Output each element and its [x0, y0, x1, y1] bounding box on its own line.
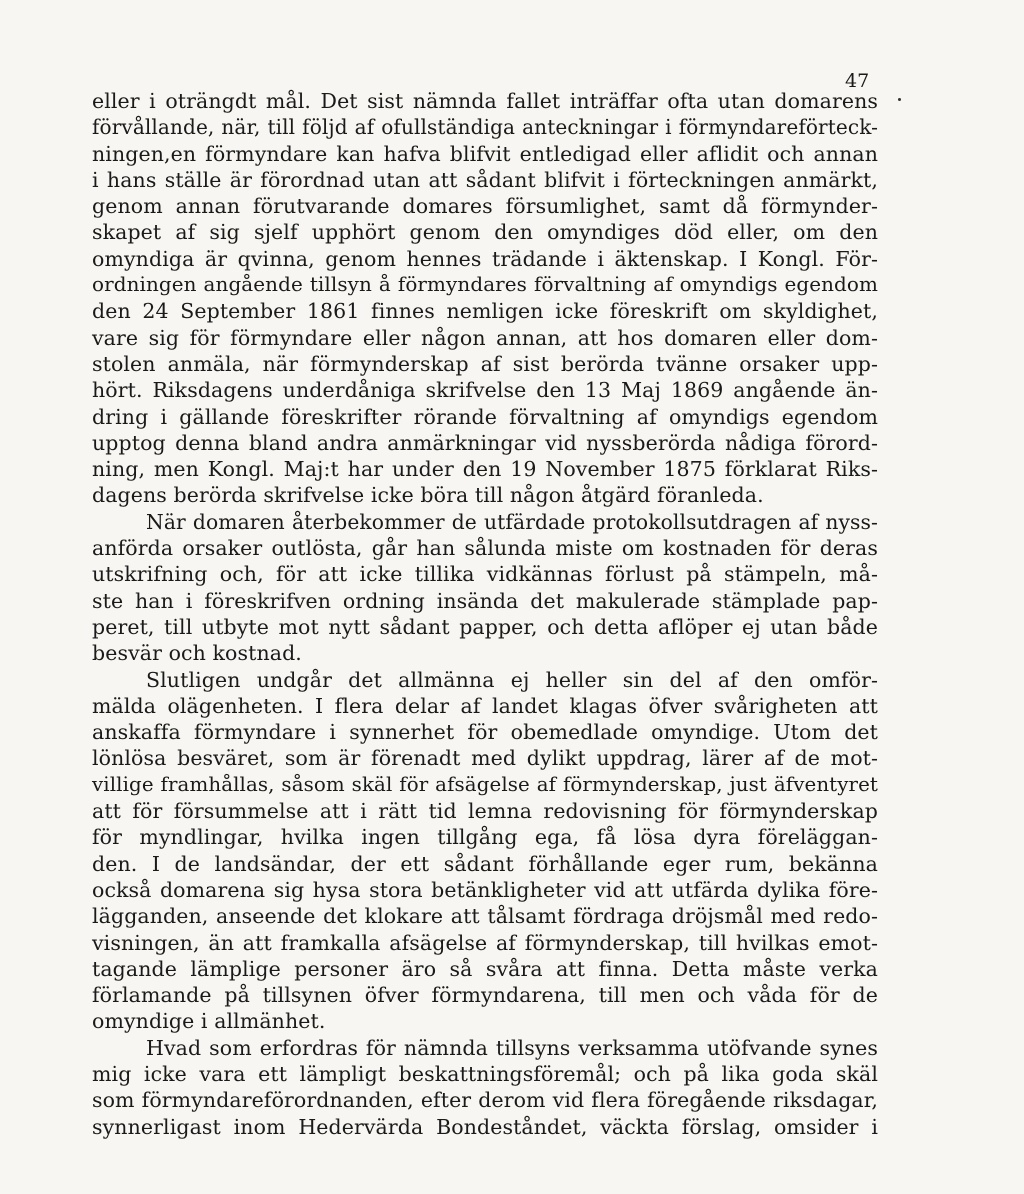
text-line: eller i oträngdt mål. Det sist nämnda fallet inträffar ofta utan domarens — [92, 89, 878, 113]
text-line: lägganden, anseende det klokare att tålsamt fördraga dröjsmål med redo- — [92, 904, 878, 929]
text-line: tagande lämplige personer äro så svåra att finna. Detta måste verka — [92, 956, 878, 981]
text-line: förvållande, när, till följd af ofullständiga anteckningar i förmyndareförteck- — [92, 115, 878, 140]
body-text — [92, 88, 878, 1140]
text-line: upptog denna bland andra anmärkningar vid nyssberörda nådiga förord- — [92, 430, 878, 455]
text-line: ordningen angående tillsyn å förmyndares förvaltning af omyndigs egendom — [92, 273, 878, 297]
text-line: för myndlingar, hvilka ingen tillgång ega, få lösa dyra föreläggan- — [92, 825, 878, 850]
text-line: villige framhållas, såsom skäl för afsägelse af förmynderskap, just äfventyret — [92, 772, 878, 796]
text-line: ning, men Kongl. Maj:t har under den 19 November 1875 förklarat Riks- — [92, 457, 878, 482]
text-line: mälda olägenheten. I flera delar af landet klagas öfver svårigheten att — [92, 693, 878, 718]
text-line: När domaren återbekommer de utfärdade protokollsutdragen af nyss- — [146, 509, 878, 534]
scan-speck — [898, 98, 901, 101]
text-line: omyndige i allmänhet. — [92, 1009, 326, 1034]
text-line: förlamande på tillsynen öfver förmyndarena, till men och våda för de — [92, 983, 878, 1008]
text-line: Hvad som erfordras för nämnda tillsyns verksamma utöfvande synes — [146, 1035, 878, 1060]
text-line: utskrifning och, för att icke tillika vidkännas förlust på stämpeln, må- — [92, 562, 878, 587]
text-line: den 24 September 1861 finnes nemligen icke föreskrift om skyldighet, — [92, 299, 878, 324]
text-line: mig icke vara ett lämpligt beskattningsföremål; och på lika goda skäl — [92, 1061, 878, 1086]
text-line: visningen, än att framkalla afsägelse af förmynderskap, till hvilkas emot- — [92, 930, 878, 955]
text-line: omyndiga är qvinna, genom hennes trädande i äktenskap. I Kongl. För- — [92, 246, 878, 271]
text-line: besvär och kostnad. — [92, 641, 302, 666]
text-line: i hans ställe är förordnad utan att sådant blifvit i förteckningen anmärkt, — [92, 167, 878, 192]
text-line: ste han i föreskrifven ordning insända det makulerade stämplade pap- — [92, 588, 878, 613]
text-line: ningen,en förmyndare kan hafva blifvit entledigad eller aflidit och annan — [92, 141, 878, 166]
text-line: att för försummelse att i rätt tid lemna redovisning för förmynderskap — [92, 799, 878, 824]
text-line: som förmyndareförordnanden, efter derom vid flera föregående riksdagar, — [92, 1088, 878, 1113]
text-line: vare sig för förmyndare eller någon annan, att hos domaren eller dom- — [92, 325, 878, 350]
text-line: genom annan förutvarande domares försumlighet, samt då förmynder- — [92, 194, 878, 219]
text-line: anskaffa förmyndare i synnerhet för obemedlade omyndige. Utom det — [92, 720, 878, 745]
text-line: synnerligast inom Hedervärda Bondeståndet, väckta förslag, omsider i — [92, 1114, 878, 1139]
text-line: stolen anmäla, när förmynderskap af sist berörda tvänne orsaker upp- — [92, 351, 878, 376]
text-line: den. I de landsändar, der ett sådant förhållande eger rum, bekänna — [92, 851, 878, 876]
text-line: lönlösa besväret, som är förenadt med dylikt uppdrag, lärer af de mot- — [92, 746, 878, 771]
text-line: dagens berörda skrifvelse icke böra till någon åtgärd föranleda. — [92, 483, 764, 508]
page-number: 47 — [845, 70, 870, 92]
text-line: anförda orsaker outlösta, går han sålunda miste om kostnaden för deras — [92, 536, 878, 561]
text-line: också domarena sig hysa stora betänkligheter vid att utfärda dylika före- — [92, 877, 878, 902]
text-line: dring i gällande föreskrifter rörande förvaltning af omyndigs egendom — [92, 404, 878, 429]
text-line: hört. Riksdagens underdåniga skrifvelse den 13 Maj 1869 angående än- — [92, 378, 878, 403]
text-line: Slutligen undgår det allmänna ej heller sin del af den omför- — [146, 667, 878, 692]
text-line: peret, till utbyte mot nytt sådant papper, och detta aflöper ej utan både — [92, 614, 878, 639]
text-line: skapet af sig sjelf upphört genom den omyndiges död eller, om den — [92, 220, 878, 245]
